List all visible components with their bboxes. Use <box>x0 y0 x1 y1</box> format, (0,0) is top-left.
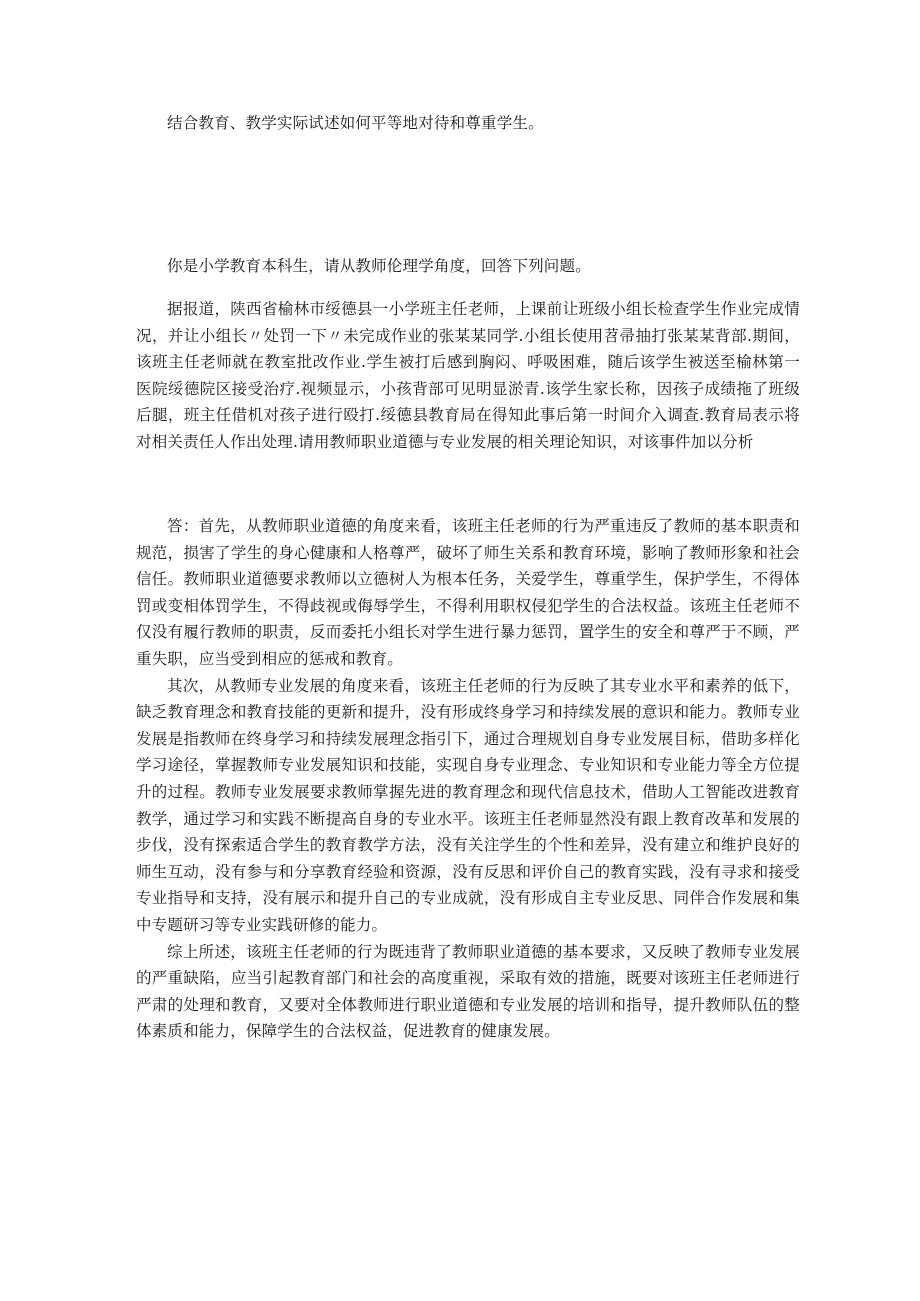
intro-text: 你是小学教育本科生，请从教师伦理学角度，回答下列问题。 <box>167 257 591 275</box>
answer-paragraph-2: 其次，从教师专业发展的角度来看，该班主任老师的行为反映了其专业水平和素养的低下，缺乏教育理念和教育技能的更新和提升，没有形成终身学习和持续发展的意识和能力。教师专业发展是指教师在终身学习和持续发展理念指引下，通过合理规划自身专业发展目标，借助多样化学习途径，掌握教师专业发展知识和技能，实现自身专业理念、专业知识和专业能力等全方位提升的过程。教师专业发展要求教师掌握先进的教育理念和现代信息技术，借助人工智能改进教育教学，通过学习和实践不断提高自身的专业水平。该班主任老师显然没有跟上教育改革和发展的步伐，没有探索适合学生的教育教学方法，没有关注学生的个性和差异，没有建立和维护良好的师生互动，没有参与和分享教育经验和资源，没有反思和评价自己的教育实践，没有寻求和接受专业指导和支持，没有展示和提升自己的专业成就，没有形成自主专业反思、同伴合作发展和集中专题研习等专业实践研修的能力。 <box>136 676 800 934</box>
question-block <box>136 110 800 136</box>
case-text: 据报道，陕西省榆林市绥德县一小学班主任老师，上课前让班级小组长检查学生作业完成情况，并让小组长〃处罚一下〃未完成作业的张某某同学.小组长使用苕帚抽打张某某背部.期间，该班主任老师就在教室批改作业.学生被打后感到胸闷、呼吸困难，随后该学生被送至榆林第一医院绥德院区接受治疗.视频显示，小孩背部可见明显淤青.该学生家长称，因孩子成绩拖了班级后腿，班主任借机对孩子进行殴打.绥德县教育局在得知此事后第一时间介入调查.教育局表示将对相关责任人作出处理.请用教师职业道德与专业发展的相关理论知识，对该事件加以分析 <box>136 300 800 451</box>
answer-block <box>136 513 800 1045</box>
case-block <box>136 296 800 455</box>
intro-block <box>136 253 800 279</box>
answer-paragraph-1: 答：首先，从教师职业道德的角度来看，该班主任老师的行为严重违反了教师的基本职责和规范，损害了学生的身心健康和人格尊严，破坏了师生关系和教育环境，影响了教师形象和社会信任。教师职业道德要求教师以立德树人为根本任务，关爱学生，尊重学生，保护学生，不得体罚或变相体罚学生，不得歧视或侮辱学生，不得利用职权侵犯学生的合法权益。该班主任老师不仅没有履行教师的职责，反而委托小组长对学生进行暴力惩罚，置学生的安全和尊严于不顾，严重失职，应当受到相应的惩戒和教育。 <box>136 517 800 668</box>
answer-paragraph-3: 综上所述，该班主任老师的行为既违背了教师职业道德的基本要求，又反映了教师专业发展的严重缺陷，应当引起教育部门和社会的高度重视，采取有效的措施，既要对该班主任老师进行严肃的处理和教育，又要对全体教师进行职业道德和专业发展的培训和指导，提升教师队伍的整体素质和能力，保障学生的合法权益，促进教育的健康发展。 <box>136 942 800 1041</box>
question-text: 结合教育、教学实际试述如何平等地对待和尊重学生。 <box>167 114 544 132</box>
